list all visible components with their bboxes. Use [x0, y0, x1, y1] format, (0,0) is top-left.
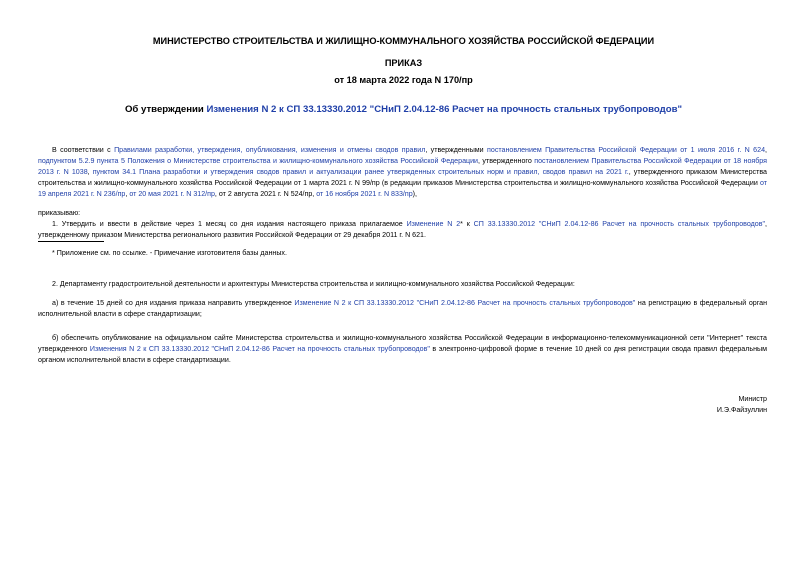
- item-2a-text: а) в течение 15 дней со дня издания приказа направить утвержденное: [52, 299, 295, 307]
- plan-point-link[interactable]: пунктом 34.1 Плана разработки и утверждения сводов правил и актуализации ранее утвержденных строительных норм и правил, сводов правил на 2021 г.: [92, 168, 629, 176]
- preamble-text: ),: [412, 190, 417, 198]
- rules-link[interactable]: Правилами разработки, утверждения, опубликования, изменения и отмены сводов правил: [114, 146, 426, 154]
- order-833-link[interactable]: от 16 ноября 2021 г. N 833/пр: [316, 190, 413, 198]
- preamble-text: , от 2 августа 2021 г. N 524/пр,: [214, 190, 317, 198]
- footnote-divider: [38, 241, 104, 242]
- preamble-text: ,: [125, 190, 130, 198]
- subject-prefix: Об утверждении: [124, 104, 207, 115]
- item-2b-text: в электронно-цифровой форме в течение 10 дней со дня регистрации свода правил федеральным органом исполнительной власти в сфере стандартизации.: [38, 345, 767, 364]
- preamble-paragraph: [38, 145, 767, 200]
- item-2a-text: на регистрацию в федеральный орган исполнительной власти в сфере стандартизации;: [38, 299, 767, 318]
- preamble-text: ,: [87, 168, 93, 176]
- preamble-text: ,: [765, 146, 767, 154]
- doc-type-heading: ПРИКАЗ: [384, 58, 423, 68]
- resolution-624-link[interactable]: постановлением Правительства Российской Федерации от 1 июля 2016 г. N 624: [487, 146, 766, 154]
- subject-heading: [0, 104, 807, 115]
- preamble-text: , утвержденного: [478, 157, 535, 165]
- regulation-subpoint-link[interactable]: подпунктом 5.2.9 пункта 5 Положения о Министерстве строительства и жилищно-коммунального хозяйства Российской Федерации: [38, 157, 479, 165]
- sp-33-link[interactable]: СП 33.13330.2012 "СНиП 2.04.12-86 Расчет на прочность стальных трубопроводов": [473, 220, 766, 228]
- order-312-link[interactable]: от 20 мая 2021 г. N 312/пр: [129, 190, 215, 198]
- item-2b-text: б) обеспечить опубликование на официальном сайте Министерства строительства и жилищно-коммунального хозяйства Российской Федерации в информационно-телекоммуникационной сети "Интернет" текста утвержденного: [38, 334, 767, 353]
- item-2b-paragraph: [38, 333, 767, 366]
- item-1-paragraph: [38, 219, 767, 241]
- signature-name: И.Э.Файзуллин: [716, 406, 767, 414]
- subject-link[interactable]: Изменения N 2 к СП 33.13330.2012 "СНиП 2.04.12-86 Расчет на прочность стальных трубопроводов": [206, 104, 683, 115]
- item-2-paragraph: 2. Департаменту градостроительной деятельности и архитектуры Министерства строительства и жилищно-коммунального хозяйства Российской Федерации:: [52, 280, 575, 288]
- preamble-text: , утвержденными: [425, 146, 488, 154]
- item-2a-paragraph: [38, 298, 767, 320]
- item-1-text: * к: [460, 220, 474, 228]
- resolution-1038-link[interactable]: постановлением Правительства Российской Федерации от 18 ноября 2013 г. N 1038: [38, 157, 767, 176]
- item-1-text: , утвержденному приказом Министерства регионального развития Российской Федерации от 29 декабря 2011 г. N 621.: [38, 220, 768, 239]
- date-line: от 18 марта 2022 года N 170/пр: [334, 75, 473, 85]
- footnote: * Приложение см. по ссылке. - Примечание изготовителя базы данных.: [52, 249, 287, 257]
- change-2-sp-33-link[interactable]: Изменение N 2 к СП 33.13330.2012 "СНиП 2.04.12-86 Расчет на прочность стальных трубопроводов": [294, 299, 636, 307]
- orders-word: приказываю:: [38, 209, 81, 217]
- preamble-text: В соответствии с: [52, 146, 115, 154]
- item-1-text: 1. Утвердить и ввести в действие через 1 месяц со дня издания настоящего приказа прилагаемое: [52, 220, 407, 228]
- change-2-link[interactable]: Изменение N 2: [406, 220, 461, 228]
- preamble-text: , утвержденного приказом Министерства строительства и жилищно-коммунального хозяйства Российской Федерации от 1 марта 2021 г. N 99/пр (в редакции приказов Министерства строительства и жилищно-коммунального хозяйства Российской Федерации: [38, 168, 767, 187]
- signature-title: Министр: [738, 395, 767, 403]
- changes-2-sp-33-link[interactable]: Изменения N 2 к СП 33.13330.2012 "СНиП 2.04.12-86 Расчет на прочность стальных трубопроводов": [89, 345, 430, 353]
- ministry-heading: МИНИСТЕРСТВО СТРОИТЕЛЬСТВА И ЖИЛИЩНО-КОММУНАЛЬНОГО ХОЗЯЙСТВА РОССИЙСКОЙ ФЕДЕРАЦИИ: [152, 36, 655, 46]
- order-236-link[interactable]: от 19 апреля 2021 г. N 236/пр: [38, 179, 767, 198]
